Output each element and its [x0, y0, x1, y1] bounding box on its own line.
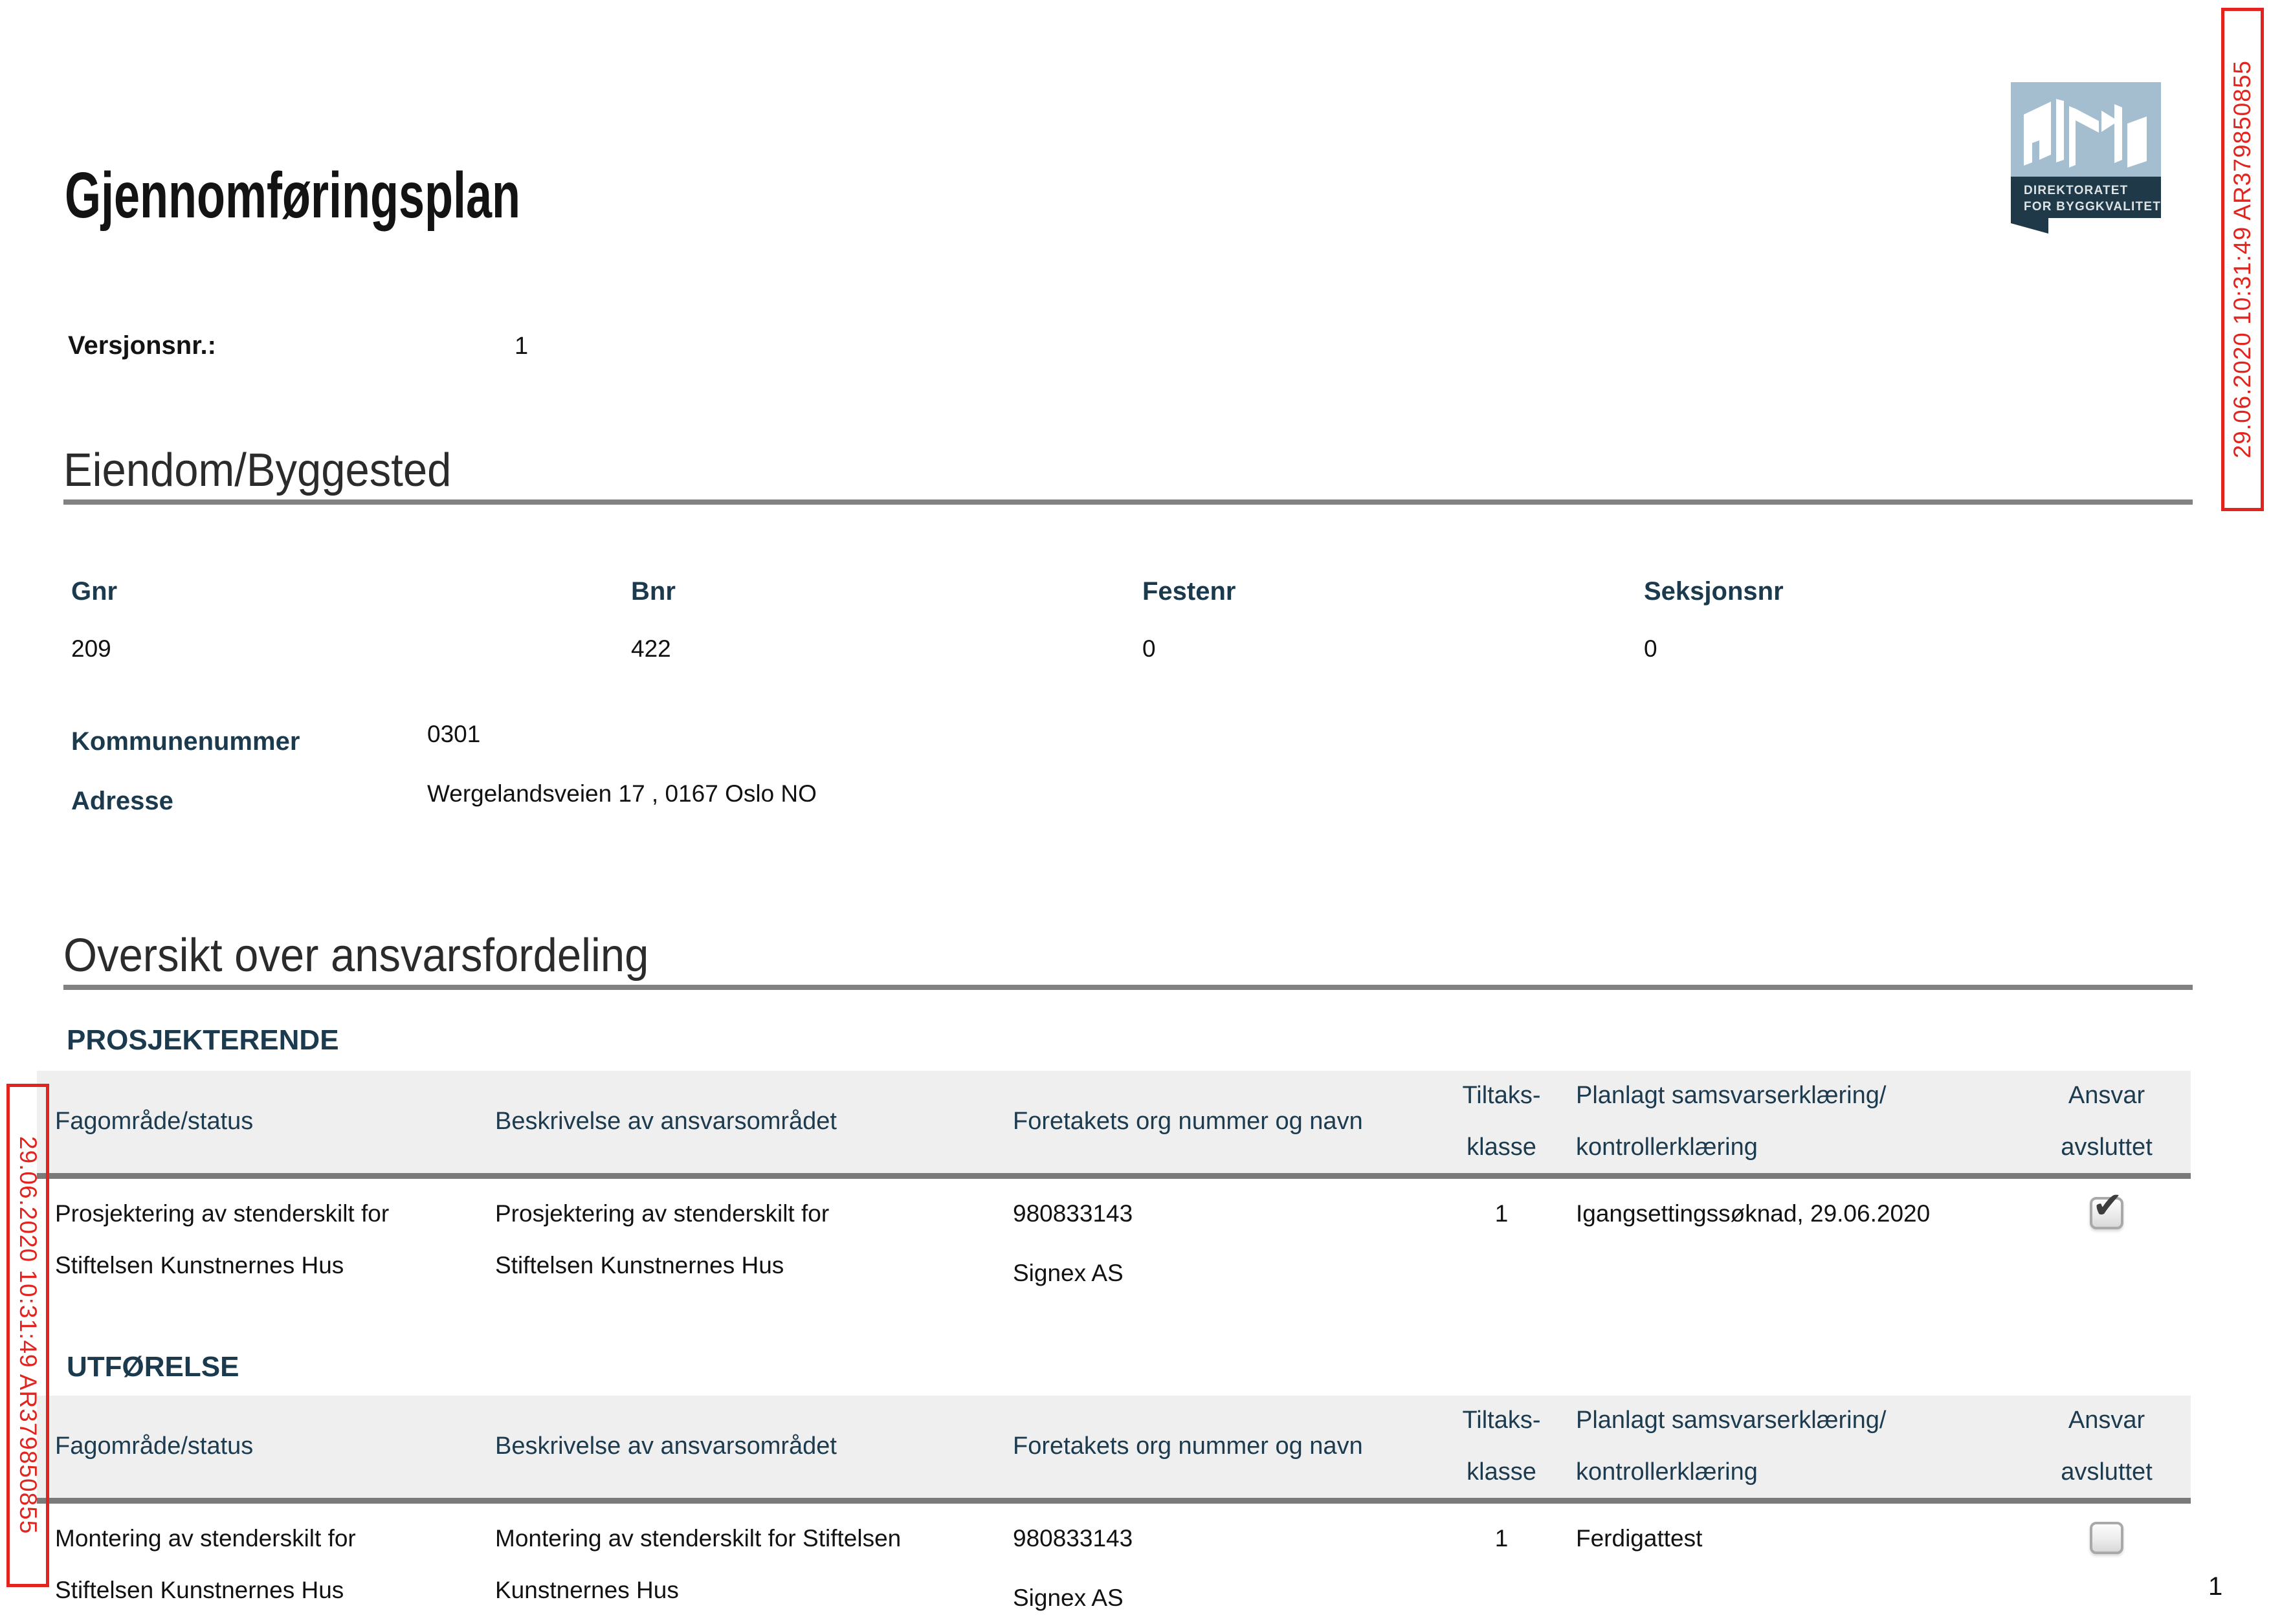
- cell-ansvar-avsluttet: [2022, 1185, 2191, 1299]
- cell-orgnummer: 980833143: [1013, 1200, 1133, 1227]
- col-header-beskrivelse: Beskrivelse av ansvarsområdet: [495, 1108, 837, 1136]
- table-utforelse: [37, 1396, 2191, 1624]
- bnr-label: Bnr: [631, 577, 676, 606]
- section-heading-oversikt: Oversikt over ansvarsfordeling: [63, 930, 649, 982]
- cell-fagomrade-line2: Stiftelsen Kunstnernes Hus: [55, 1577, 344, 1603]
- cell-foretak-navn: Signex AS: [1013, 1260, 1124, 1286]
- table-header-row: [37, 1071, 2191, 1179]
- table-header-row: [37, 1396, 2191, 1504]
- table-row: [37, 1179, 2191, 1299]
- col-header-tiltaks-line1: Tiltaks-: [1462, 1082, 1541, 1110]
- cell-beskrivelse: [495, 1513, 1013, 1624]
- cell-erklaering: Igangsettingssøknad, 29.06.2020: [1576, 1200, 1931, 1227]
- col-header-planlagt-line1: Planlagt samsvarserklæring/: [1576, 1082, 1887, 1110]
- col-header-planlagt-line2: kontrollerklæring: [1576, 1134, 1758, 1161]
- cell-beskrivelse-line2: Stiftelsen Kunstnernes Hus: [495, 1252, 784, 1278]
- seksjonsnr-value: 0: [1644, 635, 1657, 662]
- col-header-ansvar-line1: Ansvar: [2068, 1407, 2145, 1434]
- col-header-planlagt: [1576, 1082, 2022, 1161]
- timestamp-stamp-right-text: 29.06.2020 10:31:49 AR379850855: [2229, 60, 2255, 459]
- cell-beskrivelse-line1: Montering av stenderskilt for Stiftelsen: [495, 1525, 902, 1552]
- cell-foretak: [1013, 1513, 1427, 1624]
- cell-foretak-navn: Signex AS: [1013, 1585, 1124, 1611]
- col-header-tiltaksklasse: [1427, 1407, 1576, 1486]
- cell-fagomrade: [37, 1188, 495, 1299]
- logo-org-line1: DIREKTORATET: [2024, 184, 2129, 197]
- timestamp-stamp-left-text: 29.06.2020 10:31:49 AR379850855: [15, 1136, 41, 1535]
- gnr-value: 209: [71, 635, 111, 662]
- col-header-fagomrade: Fagområde/status: [55, 1432, 254, 1460]
- dibk-logo-graphic: [2011, 82, 2161, 236]
- cell-fagomrade-line1: Prosjektering av stenderskilt for: [55, 1200, 390, 1227]
- dibk-logo: [2011, 82, 2161, 236]
- cell-fagomrade: [37, 1513, 495, 1624]
- cell-ansvar-avsluttet: [2022, 1513, 2191, 1624]
- cell-orgnummer: 980833143: [1013, 1525, 1133, 1552]
- cell-erklaering: Ferdigattest: [1576, 1525, 1703, 1552]
- ansvar-avsluttet-checkbox[interactable]: [2090, 1185, 2123, 1229]
- ansvar-avsluttet-checkbox[interactable]: [2090, 1522, 2123, 1554]
- col-header-tiltaks-line1: Tiltaks-: [1462, 1407, 1541, 1434]
- seksjonsnr-label: Seksjonsnr: [1644, 577, 1784, 606]
- col-header-ansvar-line1: Ansvar: [2068, 1082, 2145, 1110]
- col-header-beskrivelse: Beskrivelse av ansvarsområdet: [495, 1432, 837, 1460]
- adresse-label: Adresse: [71, 787, 173, 815]
- kommunenummer-label: Kommunenummer: [71, 727, 300, 756]
- section-heading-eiendom: Eiendom/Byggested: [63, 444, 452, 496]
- col-header-ansvar-avsluttet: [2022, 1082, 2191, 1161]
- col-header-fagomrade: Fagområde/status: [55, 1108, 254, 1136]
- timestamp-stamp-left: [6, 1084, 49, 1587]
- group-heading-utforelse: UTFØRELSE: [67, 1351, 239, 1383]
- table-prosjekterende: [37, 1071, 2191, 1299]
- cell-foretak: [1013, 1188, 1427, 1299]
- page-title: Gjennomføringsplan: [65, 159, 521, 232]
- col-header-planlagt: [1576, 1407, 2022, 1486]
- cell-fagomrade-line1: Montering av stenderskilt for: [55, 1525, 356, 1552]
- cell-beskrivelse: [495, 1188, 1013, 1299]
- col-header-ansvar-line2: avsluttet: [2061, 1134, 2153, 1161]
- version-value: 1: [515, 333, 529, 360]
- col-header-planlagt-line2: kontrollerklæring: [1576, 1458, 1758, 1486]
- cell-beskrivelse-line1: Prosjektering av stenderskilt for: [495, 1200, 830, 1227]
- cell-fagomrade-line2: Stiftelsen Kunstnernes Hus: [55, 1252, 344, 1278]
- bnr-value: 422: [631, 635, 671, 662]
- table-row: [37, 1504, 2191, 1624]
- col-header-tiltaks-line2: klasse: [1467, 1458, 1536, 1486]
- version-label: Versjonsnr.:: [68, 331, 216, 360]
- festenr-label: Festenr: [1142, 577, 1236, 606]
- adresse-value: Wergelandsveien 17 , 0167 Oslo NO: [427, 780, 817, 807]
- section-rule: [63, 985, 2193, 990]
- logo-org-line2: FOR BYGGKVALITET: [2024, 200, 2161, 214]
- cell-tiltaksklasse: 1: [1494, 1525, 1509, 1552]
- group-heading-prosjekterende: PROSJEKTERENDE: [67, 1024, 339, 1056]
- kommunenummer-value: 0301: [427, 721, 481, 747]
- cell-tiltaksklasse: 1: [1494, 1200, 1509, 1227]
- col-header-foretak: Foretakets org nummer og navn: [1013, 1108, 1363, 1136]
- gnr-label: Gnr: [71, 577, 118, 606]
- col-header-ansvar-avsluttet: [2022, 1407, 2191, 1486]
- timestamp-stamp-right: [2221, 8, 2264, 511]
- col-header-planlagt-line1: Planlagt samsvarserklæring/: [1576, 1407, 1887, 1434]
- cell-beskrivelse-line2: Kunstnernes Hus: [495, 1577, 679, 1603]
- col-header-tiltaks-line2: klasse: [1467, 1134, 1536, 1161]
- col-header-tiltaksklasse: [1427, 1082, 1576, 1161]
- page-number: 1: [2208, 1572, 2223, 1601]
- check-mark-icon: ✔: [2092, 1185, 2123, 1227]
- col-header-foretak: Foretakets org nummer og navn: [1013, 1432, 1363, 1460]
- festenr-value: 0: [1142, 635, 1156, 662]
- col-header-ansvar-line2: avsluttet: [2061, 1458, 2153, 1486]
- section-rule: [63, 499, 2193, 505]
